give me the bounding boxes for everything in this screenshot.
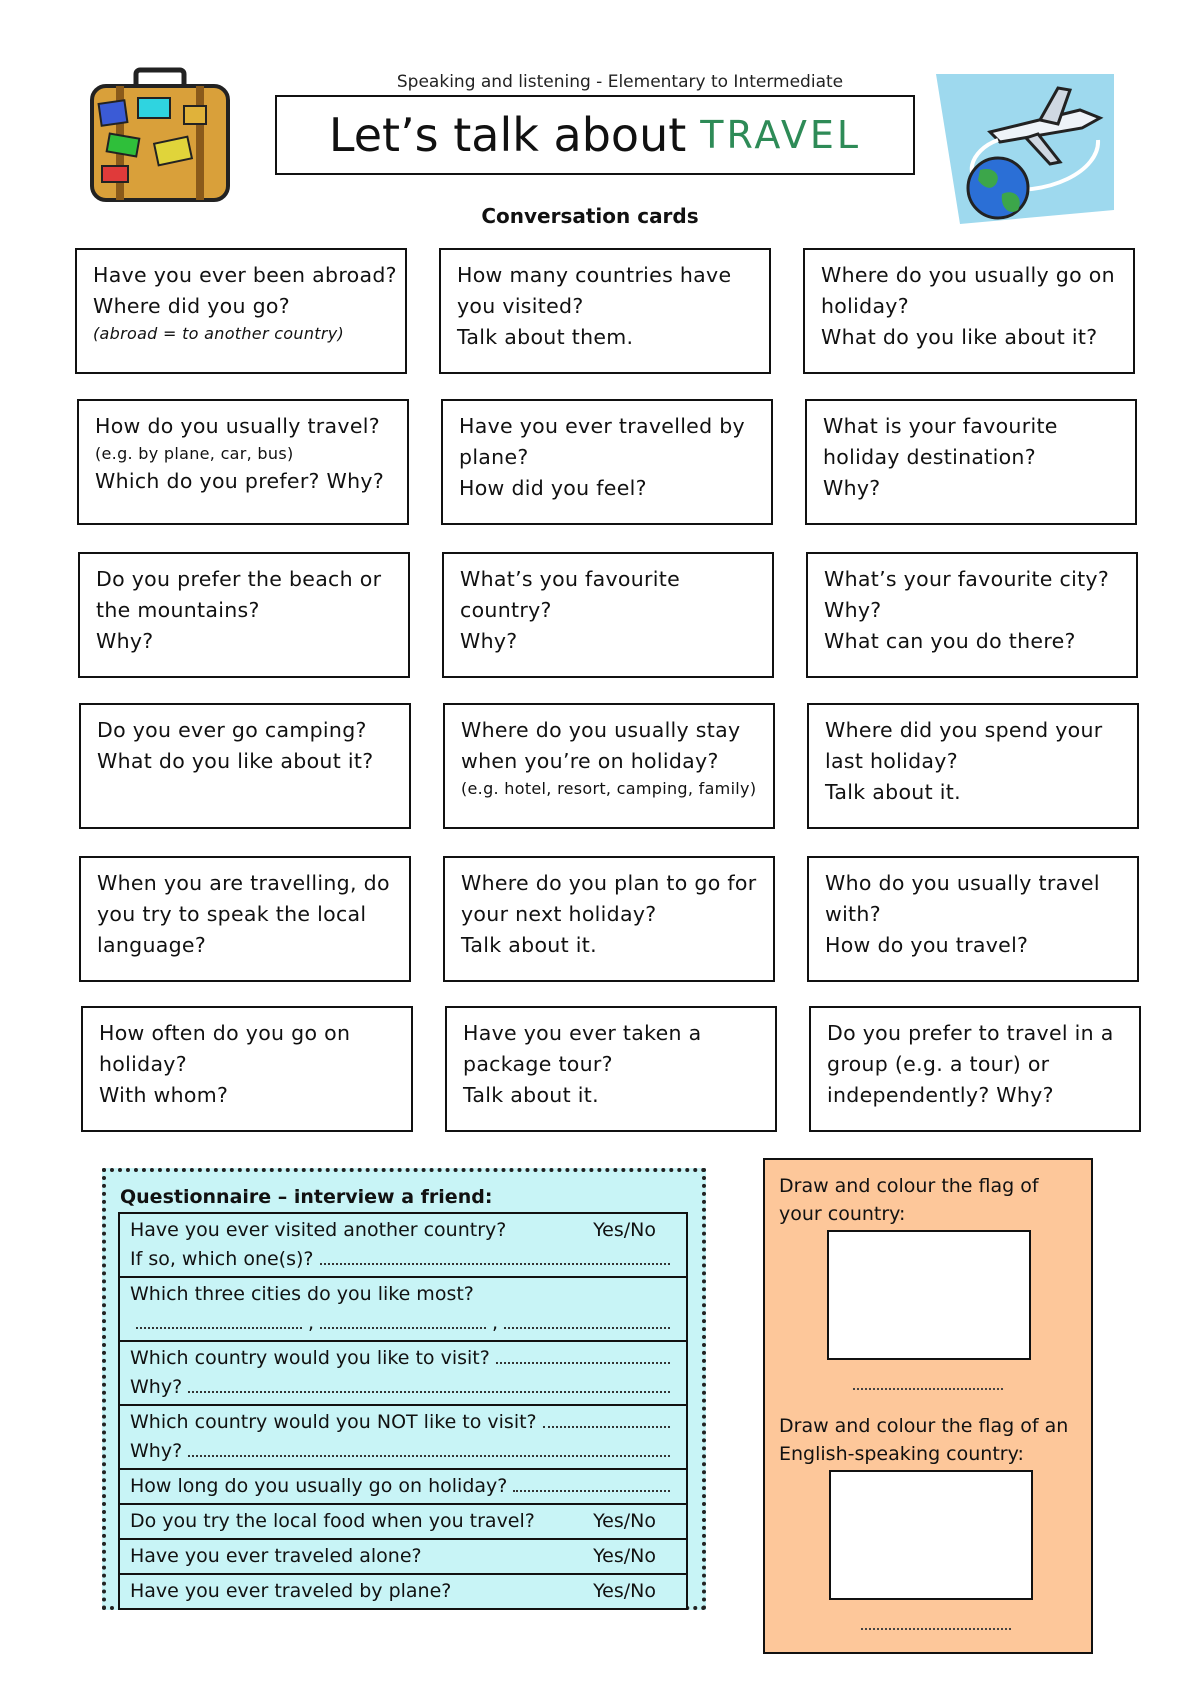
card-line: holiday?: [99, 1052, 187, 1076]
card-line: plane?: [459, 445, 529, 469]
question-text: Have you ever traveled alone?: [130, 1545, 422, 1567]
conversation-card: [809, 1006, 1141, 1132]
question-text: Have you ever traveled by plane?: [130, 1580, 452, 1602]
flag-drawing-box[interactable]: [829, 1470, 1033, 1600]
card-line: country?: [460, 598, 552, 622]
conversation-card: [807, 856, 1139, 982]
card-line: Talk about it.: [825, 780, 961, 804]
card-line: package tour?: [463, 1052, 613, 1076]
card-line: Why?: [824, 598, 882, 622]
title-accent: TRAVEL: [700, 113, 862, 157]
questionnaire-row: [120, 1575, 686, 1608]
card-line: Where did you spend your: [825, 718, 1103, 742]
card-example: (e.g. by plane, car, bus): [95, 444, 294, 463]
card-line: Why?: [96, 629, 154, 653]
question-text: Do you try the local food when you travel?: [130, 1510, 535, 1532]
flag-label-own: Draw and colour the flag of your country:: [779, 1175, 1039, 1225]
questionnaire-row: [120, 1342, 686, 1406]
question-text: Why?: [130, 1440, 183, 1462]
suitcase-icon: [86, 66, 234, 206]
flag-drawing-box[interactable]: [827, 1230, 1031, 1360]
airplane-globe-icon: [930, 70, 1120, 228]
card-line: your next holiday?: [461, 902, 657, 926]
card-line: Have you ever taken a: [463, 1021, 702, 1045]
flag-name-blank[interactable]: [861, 1628, 1011, 1630]
card-line: Have you ever been abroad?: [93, 263, 397, 287]
card-line: Where do you usually go on: [821, 263, 1115, 287]
card-line: Why?: [460, 629, 518, 653]
conversation-card: [805, 399, 1137, 525]
conversation-card: [803, 248, 1135, 374]
question-text: Which country would you like to visit?: [130, 1347, 490, 1369]
card-line: Have you ever travelled by: [459, 414, 745, 438]
title-prefix: Let’s talk about: [328, 108, 687, 162]
conversation-card: [439, 248, 771, 374]
card-line: Where do you usually stay: [461, 718, 741, 742]
conversation-card: [443, 703, 775, 829]
flag-panel: [763, 1158, 1093, 1654]
question-text: Which country would you NOT like to visit?: [130, 1411, 537, 1433]
card-line: Do you prefer the beach or: [96, 567, 382, 591]
questionnaire-row: [120, 1505, 686, 1540]
answer-blank[interactable]: [504, 1326, 670, 1329]
card-line: Do you ever go camping?: [97, 718, 367, 742]
answer-blank[interactable]: [188, 1454, 670, 1457]
card-line: you visited?: [457, 294, 584, 318]
card-line: Which do you prefer? Why?: [95, 469, 385, 493]
conversation-cards-title: Conversation cards: [481, 204, 699, 228]
answer-blank[interactable]: [136, 1326, 302, 1329]
card-line: How many countries have: [457, 263, 732, 287]
card-line: holiday?: [821, 294, 909, 318]
card-line: holiday destination?: [823, 445, 1036, 469]
card-line: Talk about it.: [461, 933, 597, 957]
card-line: What can you do there?: [824, 629, 1076, 653]
card-line: How do you travel?: [825, 933, 1029, 957]
conversation-card: [806, 552, 1138, 678]
conversation-card: [75, 248, 407, 374]
card-line: last holiday?: [825, 749, 958, 773]
card-line: How do you usually travel?: [95, 414, 380, 438]
yes-no-answer[interactable]: Yes/No: [593, 1545, 656, 1567]
card-line: group (e.g. a tour) or: [827, 1052, 1050, 1076]
conversation-card: [79, 703, 411, 829]
answer-blank[interactable]: [513, 1489, 670, 1492]
card-line: What’s you favourite: [460, 567, 680, 591]
conversation-card: [445, 1006, 777, 1132]
yes-no-answer[interactable]: Yes/No: [593, 1580, 656, 1602]
card-line: When you are travelling, do: [97, 871, 390, 895]
card-line: What’s your favourite city?: [824, 567, 1110, 591]
card-line: Do you prefer to travel in a: [827, 1021, 1114, 1045]
conversation-card: [441, 399, 773, 525]
card-line: the mountains?: [96, 598, 260, 622]
conversation-card: [442, 552, 774, 678]
answer-blank[interactable]: [320, 1262, 671, 1265]
questionnaire-row: [120, 1540, 686, 1575]
answer-blank[interactable]: [188, 1390, 670, 1393]
conversation-card: [807, 703, 1139, 829]
conversation-card: [443, 856, 775, 982]
question-text: Why?: [130, 1376, 183, 1398]
page-title: [275, 95, 915, 175]
conversation-card: [81, 1006, 413, 1132]
flag-name-blank[interactable]: [853, 1388, 1003, 1390]
questionnaire-table: [118, 1212, 688, 1610]
yes-no-answer[interactable]: Yes/No: [593, 1510, 656, 1532]
card-line: How often do you go on: [99, 1021, 351, 1045]
answer-blank[interactable]: [543, 1425, 670, 1428]
questionnaire-row: [120, 1214, 686, 1278]
card-line: Where do you plan to go for: [461, 871, 757, 895]
question-text: If so, which one(s)?: [130, 1248, 314, 1270]
flag-label-english: Draw and colour the flag of an English-speaking country:: [779, 1415, 1069, 1465]
conversation-card: [79, 856, 411, 982]
card-line: Where did you go?: [93, 294, 290, 318]
conversation-card: [78, 552, 410, 678]
question-text: How long do you usually go on holiday?: [130, 1475, 508, 1497]
card-line: What do you like about it?: [821, 325, 1098, 349]
card-line: Why?: [823, 476, 881, 500]
card-line: With whom?: [99, 1083, 229, 1107]
questionnaire-row: [120, 1470, 686, 1505]
yes-no-answer[interactable]: Yes/No: [593, 1219, 656, 1241]
conversation-card: [77, 399, 409, 525]
card-note: (abroad = to another country): [93, 324, 345, 343]
questionnaire-title: Questionnaire – interview a friend:: [120, 1186, 493, 1208]
card-line: with?: [825, 902, 881, 926]
card-line: Talk about it.: [463, 1083, 599, 1107]
question-text: Have you ever visited another country?: [130, 1219, 507, 1241]
card-line: What do you like about it?: [97, 749, 374, 773]
card-line: How did you feel?: [459, 476, 647, 500]
answer-blank[interactable]: [496, 1361, 670, 1364]
card-line: What is your favourite: [823, 414, 1058, 438]
card-line: independently? Why?: [827, 1083, 1054, 1107]
questionnaire-row: Which three cities do you like most? , ,: [120, 1278, 686, 1342]
card-line: you try to speak the local: [97, 902, 367, 926]
card-line: Who do you usually travel: [825, 871, 1100, 895]
questionnaire-row: [120, 1406, 686, 1470]
question-text: Which three cities do you like most?: [130, 1283, 474, 1305]
card-line: Talk about them.: [457, 325, 634, 349]
card-line: language?: [97, 933, 207, 957]
card-line: when you’re on holiday?: [461, 749, 719, 773]
card-example: (e.g. hotel, resort, camping, family): [461, 779, 757, 798]
answer-blank[interactable]: [320, 1326, 486, 1329]
worksheet-subtitle: Speaking and listening - Elementary to Intermediate: [396, 72, 844, 92]
